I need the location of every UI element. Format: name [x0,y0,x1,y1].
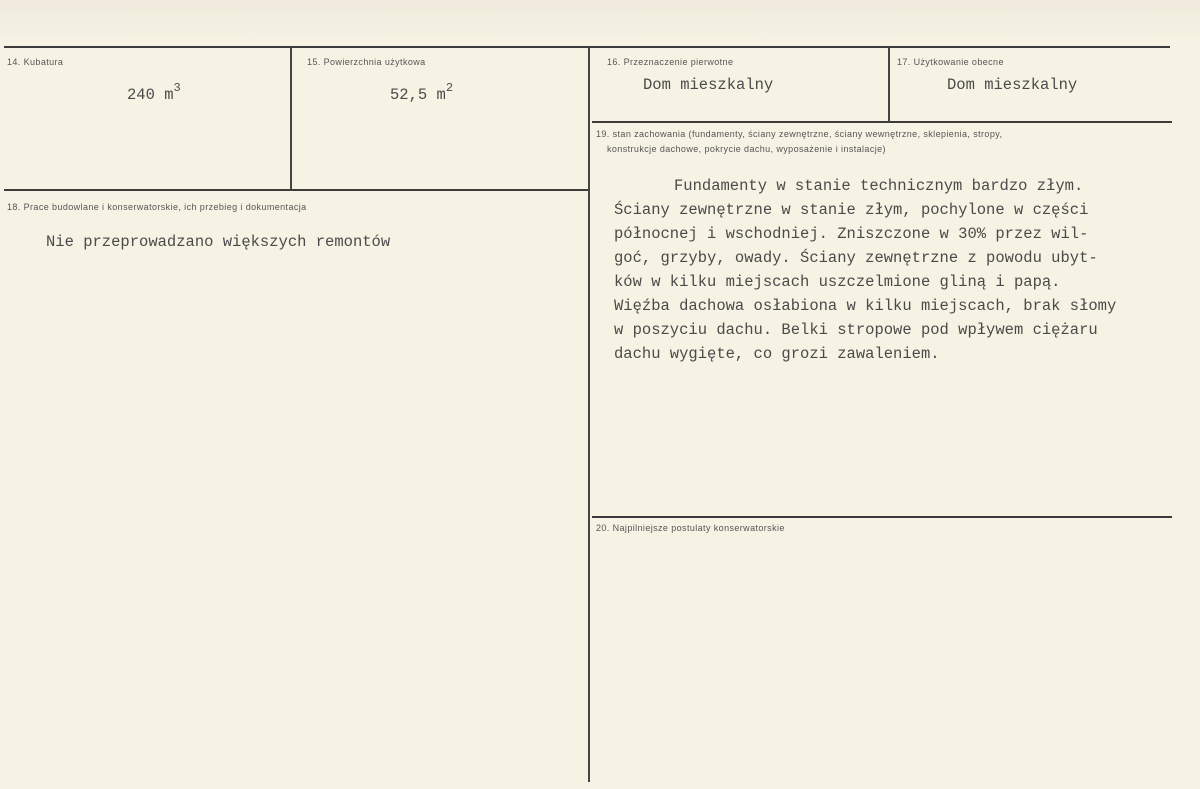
field-19-line: goć, grzyby, owady. Ściany zewnętrzne z powodu ubyt- [614,249,1098,267]
top-rule [4,46,1170,48]
field-15-label: 15. Powierzchnia użytkowa [307,57,426,67]
divider-main [588,48,590,782]
rule-under-14-15 [4,189,588,191]
card-top-shade [0,0,1200,40]
field-18-label: 18. Prace budowlane i konserwatorskie, ich przebieg i dokumentacja [7,202,307,212]
field-17-label: 17. Użytkowanie obecne [897,57,1004,67]
field-19-label-line2: konstrukcje dachowe, pokrycie dachu, wyposażenie i instalacje) [607,144,886,154]
field-14-label: 14. Kubatura [7,57,64,67]
field-19-label-line1: 19. stan zachowania (fundamenty, ściany zewnętrzne, ściany wewnętrzne, sklepienia, stropy, [596,129,1003,139]
field-19-line: Fundamenty w stanie technicznym bardzo złym. [674,177,1084,195]
field-14-value [127,83,181,104]
field-19-line: dachu wygięte, co grozi zawaleniem. [614,345,940,363]
field-15-value [390,83,453,104]
field-19-text [614,174,1174,366]
divider-16-17 [888,48,890,122]
field-16-label: 16. Przeznaczenie pierwotne [607,57,734,67]
rule-above-20 [592,516,1172,518]
field-18-value: Nie przeprowadzano większych remontów [46,233,391,251]
field-15-number: 52,5 m [390,86,446,105]
field-19-line: Ściany zewnętrzne w stanie złym, pochylone w części [614,201,1089,219]
field-19-line: Więźba dachowa osłabiona w kilku miejscach, brak słomy [614,297,1117,315]
rule-under-16-17 [592,121,1172,123]
divider-14-15 [290,48,292,190]
field-19-line: ków w kilku miejscach uszczelmione gliną i papą. [614,273,1061,291]
field-19-line: w poszyciu dachu. Belki stropowe pod wpływem ciężaru [614,321,1098,339]
field-14-number: 240 m [127,86,174,105]
field-16-value: Dom mieszkalny [643,76,774,94]
field-15-exponent: 2 [445,81,454,95]
field-20-label: 20. Najpilniejsze postulaty konserwatorskie [596,523,785,533]
field-19-line: północnej i wschodniej. Zniszczone w 30% przez wil- [614,225,1089,243]
field-17-value: Dom mieszkalny [947,76,1078,94]
field-14-exponent: 3 [173,81,181,95]
